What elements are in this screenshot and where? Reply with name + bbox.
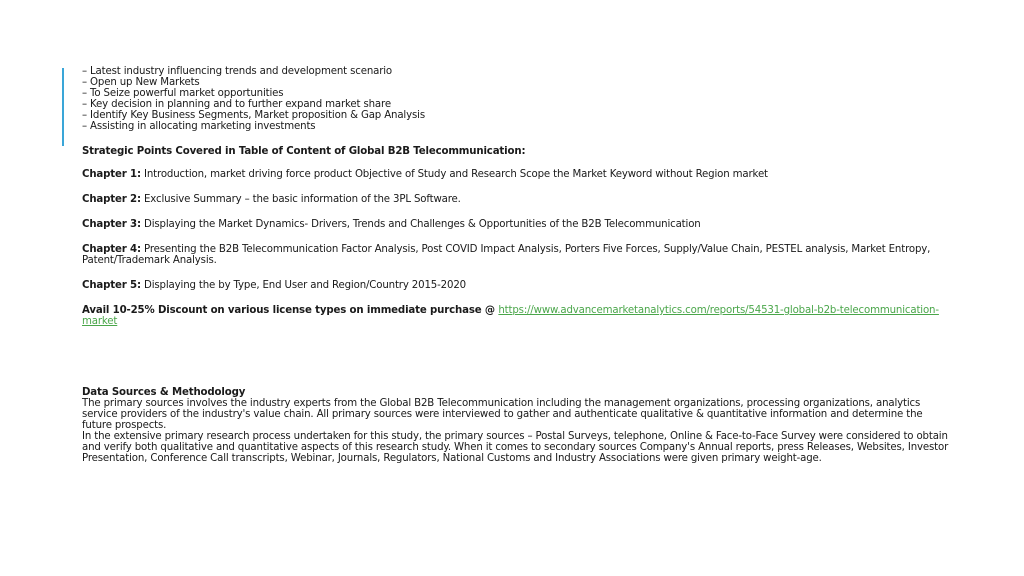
bullet-item: – Key decision in planning and to further expand market share	[82, 99, 391, 110]
bullet-item: – Latest industry influencing trends and development scenario	[82, 66, 393, 77]
chapter-text: Displaying the by Type, End User and Region/Country 2015-2020	[140, 280, 466, 291]
bullet-list	[82, 66, 952, 132]
bullet-item: – Assisting in allocating marketing investments	[82, 121, 316, 132]
chapter-text: Exclusive Summary – the basic information of the 3PL Software.	[140, 194, 461, 205]
chapter-label: Chapter 3:	[82, 219, 141, 230]
bullet-item: – Identify Key Business Segments, Market proposition & Gap Analysis	[82, 110, 425, 121]
chapter-3	[82, 219, 952, 230]
chapter-label: Chapter 4:	[82, 244, 141, 255]
methodology-paragraph-2: In the extensive primary research process undertaken for this study, the primary sources – Postal Surveys, telephone, Online & Face-to-Face Survey were considered to obtain and verify both qualitative and quantitative aspects of this research study. When it comes to secondary sources Company's Annual reports, press Releases, Websites, Investor Presentation, Conference Call transcripts, Webinar, Journals, Regulators, National Customs and Industry Associations were given primary weight-age.	[82, 431, 949, 464]
methodology-paragraph-1: The primary sources involves the industry experts from the Global B2B Telecommunication including the management organizations, processing organizations, analytics service providers of the industry's value chain. All primary sources were interviewed to gather and authenticate qualitative & quantitative information and determine the future prospects.	[82, 398, 923, 431]
accent-bar	[62, 68, 64, 146]
methodology-heading: Data Sources & Methodology	[82, 387, 246, 398]
chapter-text: Presenting the B2B Telecommunication Factor Analysis, Post COVID Impact Analysis, Porters Five Forces, Supply/Value Chain, PESTEL analysis, Market Entropy, Patent/Trademark Analysis.	[82, 244, 931, 266]
chapter-label: Chapter 2:	[82, 194, 141, 205]
slide-content	[82, 66, 952, 464]
chapter-label: Chapter 5:	[82, 280, 141, 291]
methodology-section	[82, 387, 952, 464]
chapter-4	[82, 244, 952, 266]
discount-text: Avail 10-25% Discount on various license types on immediate purchase @	[82, 305, 499, 316]
bullet-item: – Open up New Markets	[82, 77, 200, 88]
chapter-text: Displaying the Market Dynamics- Drivers, Trends and Challenges & Opportunities of the B2B Telecommunication	[140, 219, 701, 230]
report-link[interactable]: https://www.advancemarketanalytics.com/reports/54531-global-b2b-telecommunication-market	[82, 305, 939, 327]
strategic-points-title: Strategic Points Covered in Table of Content of Global B2B Telecommunication:	[82, 146, 526, 157]
chapter-5	[82, 280, 952, 291]
chapter-label: Chapter 1:	[82, 169, 141, 180]
bullet-item: – To Seize powerful market opportunities	[82, 88, 284, 99]
chapter-2	[82, 194, 952, 205]
chapter-text: Introduction, market driving force product Objective of Study and Research Scope the Market Keyword without Region market	[140, 169, 768, 180]
chapter-1	[82, 169, 952, 180]
discount-line	[82, 305, 952, 327]
